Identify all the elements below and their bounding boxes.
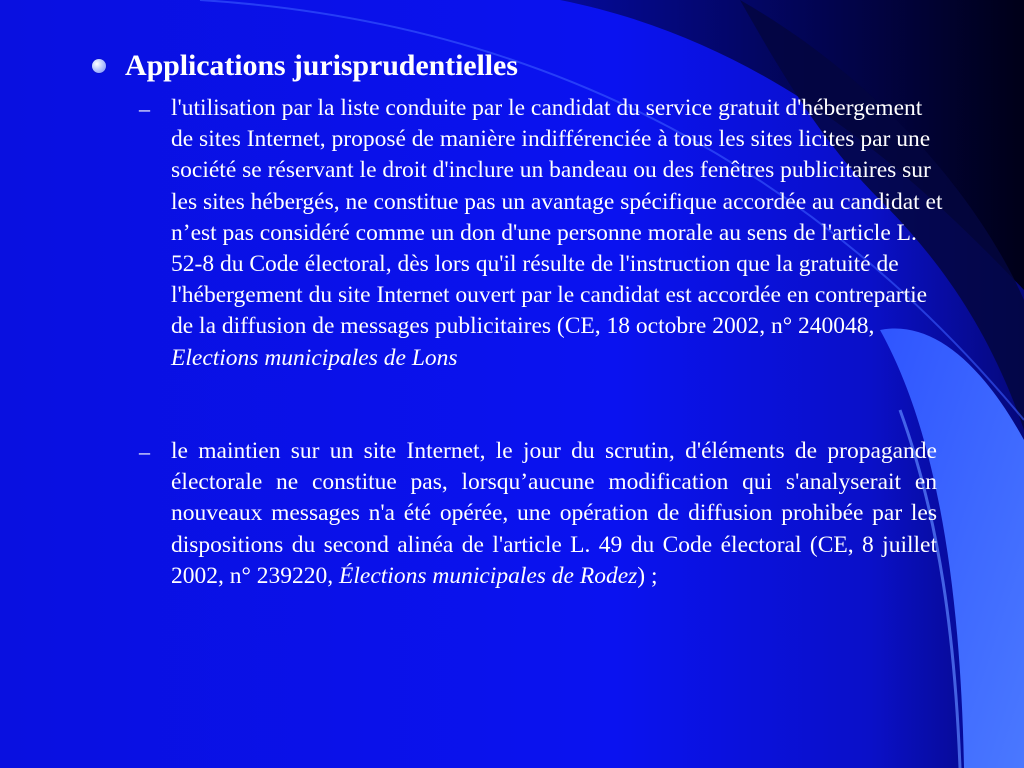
sub-item-2	[139, 436, 937, 592]
bullet-heading	[92, 46, 518, 86]
sub-item-1-text: l'utilisation par la liste conduite par le candidat du service gratuit d'hébergement de sites Internet, proposé de manière indifférenciée à tous les sites licites par une société se réservant le droit d'inclure un bandeau ou des fenêtres publicitaires sur les sites hébergés, ne constitue pas un avantage spécifique accordée au candidat et n’est pas considéré comme un don d'une personne morale au sens de l'article L. 52-8 du Code électoral, dès lors qu'il résulte de l'instruction que la gratuité de l'hébergement du site Internet ouvert par le candidat est accordée en contrepartie de la diffusion de messages publicitaires (CE, 18 octobre 2002, n° 240048,	[171, 95, 943, 340]
heading-text: Applications jurisprudentielles	[125, 49, 518, 82]
dash-marker: –	[139, 439, 150, 464]
dash-marker: –	[139, 96, 150, 121]
sub-item-1-italic: Elections municipales de Lons	[171, 344, 458, 371]
bullet-circle-icon	[92, 59, 106, 73]
sub-item-2-after: ) ;	[637, 562, 658, 589]
sub-item-2-text: le maintien sur un site Internet, le jour du scrutin, d'éléments de propagande électorale ne constitue pas, lorsqu’aucune modification qui s'analyserait en nouveaux messages n'a été opérée, une opération de diffusion prohibée par les dispositions du second alinéa de l'article L. 49 du Code électoral (CE, 8 juillet 2002, n° 239220,	[171, 438, 937, 589]
sub-item-1	[139, 93, 946, 374]
sub-item-2-italic: Élections municipales de Rodez	[339, 562, 638, 589]
